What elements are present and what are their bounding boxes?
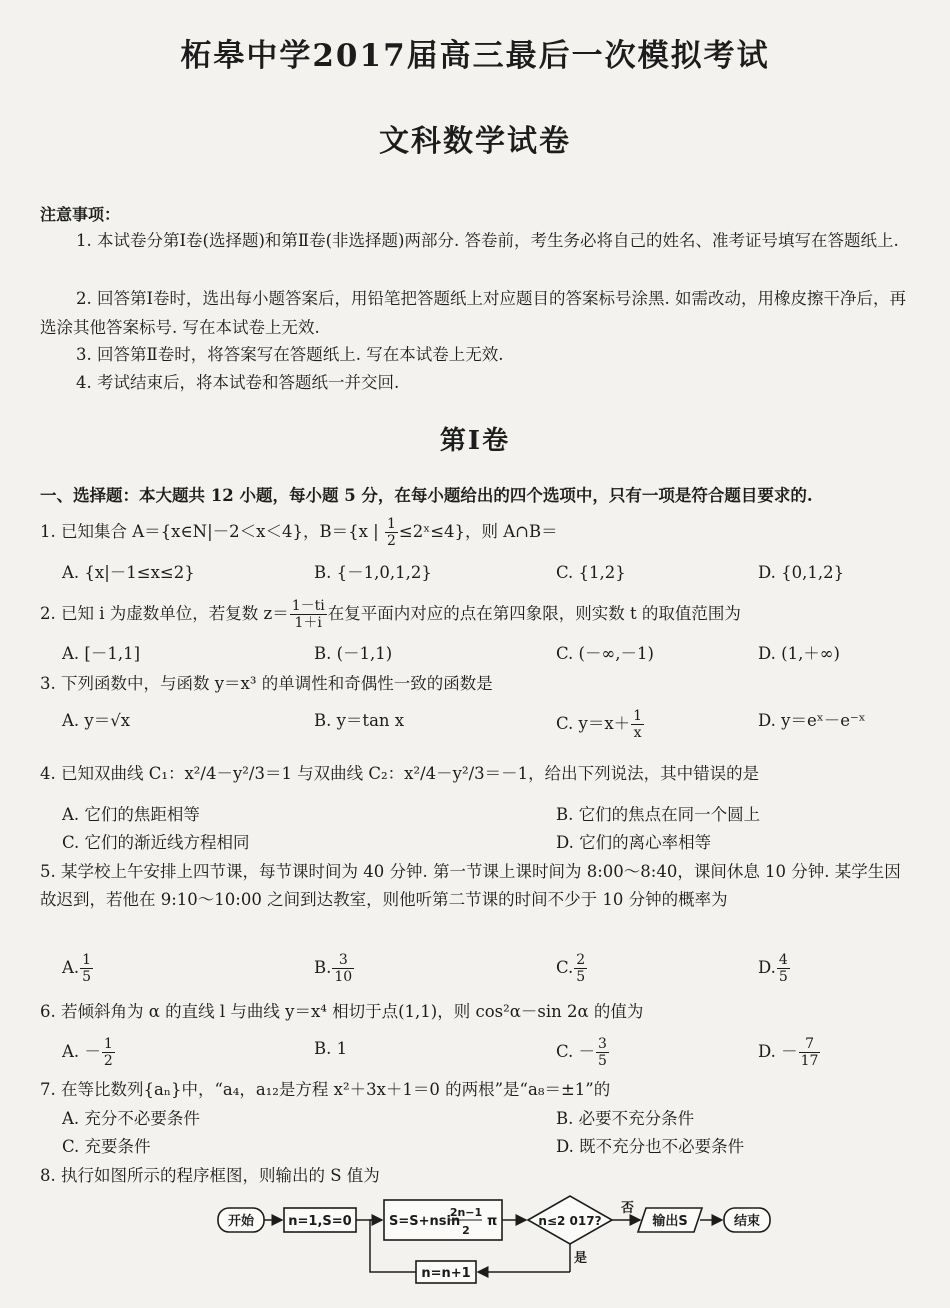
q2-option-a: A. [－1,1] xyxy=(62,644,141,663)
question-4: 4. 已知双曲线 C₁：x²/4－y²/3＝1 与双曲线 C₂：x²/4－y²/3＝－1，给出下列说法，其中错误的是 xyxy=(40,764,760,783)
q6-option-d: D. － $\frac{7}{17}$ xyxy=(758,1036,819,1069)
question-1 xyxy=(40,516,920,549)
q3-option-d: D. y＝eˣ－e⁻ˣ xyxy=(758,711,866,730)
question-6: 6. 若倾斜角为 α 的直线 l 与曲线 y＝x⁴ 相切于点(1,1)，则 cos²α－sin 2α 的值为 xyxy=(40,1002,644,1021)
q5-option-a: A. $\frac{1}{5}$ xyxy=(62,952,92,985)
notes-heading: 注意事项： xyxy=(40,205,121,224)
note-item-1: 1. 本试卷分第Ⅰ卷(选择题)和第Ⅱ卷(非选择题)两部分. 答卷前，考生务必将自己的姓名、准考证号填写在答题纸上. xyxy=(76,231,899,250)
flow-yes-label: 是 xyxy=(574,1251,588,1266)
question-stem-tail: ≤2ˣ≤4}，则 A∩B＝ xyxy=(398,522,558,541)
q1-option-b: B. {－1,0,1,2} xyxy=(314,563,432,582)
q6-option-c: C. － $\frac{3}{5}$ xyxy=(556,1036,607,1069)
question-stem-tail: 在复平面内对应的点在第四象限，则实数 t 的取值范围为 xyxy=(327,604,741,623)
flow-no-label: 否 xyxy=(621,1201,635,1216)
q6-option-a: A. － $\frac{1}{2}$ xyxy=(62,1036,113,1069)
question-5: 5. 某学校上午安排上四节课，每节课时间为 40 分钟. 第一节课上课时间为 8:00～8:40，课间休息 10 分钟. 某学生因故迟到，若他在 9:10～10:00 之间到达教室，则他听第二节课的时间不少于 10 分钟的概率为 xyxy=(40,862,901,909)
q1-option-c: C. {1,2} xyxy=(556,563,626,582)
fraction: $\frac{1-ti}{1+i}$ xyxy=(291,598,325,631)
q7-option-b: B. 必要不充分条件 xyxy=(556,1109,695,1128)
flow-condition-label: n≤2 017? xyxy=(538,1214,602,1228)
q4-option-c: C. 它们的渐近线方程相同 xyxy=(62,833,250,852)
q1-option-d: D. {0,1,2} xyxy=(758,563,845,582)
flow-output-label: 输出S xyxy=(652,1214,688,1229)
question-3: 3. 下列函数中，与函数 y＝x³ 的单调性和奇偶性一致的函数是 xyxy=(40,674,493,693)
q4-option-a: A. 它们的焦距相等 xyxy=(62,805,200,824)
q4-option-b: B. 它们的焦点在同一个圆上 xyxy=(556,805,761,824)
q7-option-d: D. 既不充分也不必要条件 xyxy=(556,1137,745,1156)
section-title: 一、选择题：本大题共 12 小题，每小题 5 分，在每小题给出的四个选项中，只有一项是符合题目要求的. xyxy=(40,486,813,505)
exam-title: 柘皋中学2017届高三最后一次模拟考试 xyxy=(180,38,770,74)
q2-option-d: D. (1,＋∞) xyxy=(758,644,840,663)
q5-option-c: C. $\frac{2}{5}$ xyxy=(556,952,586,985)
question-stem: 2. 已知 i 为虚数单位，若复数 z＝ xyxy=(40,604,289,623)
question-stem: 1. 已知集合 A＝{x∈N|－2＜x＜4}，B＝{x | xyxy=(40,522,384,541)
q7-option-a: A. 充分不必要条件 xyxy=(62,1109,200,1128)
q3-option-c: C. y＝x＋ $\frac{1}{x}$ xyxy=(556,708,643,741)
q5-option-b: B. $\frac{3}{10}$ xyxy=(314,952,353,985)
q2-option-b: B. (－1,1) xyxy=(314,644,393,663)
question-7: 7. 在等比数列{aₙ}中，“a₄，a₁₂是方程 x²＋3x＋1＝0 的两根”是“a₈＝±1”的 xyxy=(40,1080,611,1099)
flowchart xyxy=(0,1190,950,1300)
flow-start-label: 开始 xyxy=(227,1214,255,1229)
volume-title: 第Ⅰ卷 xyxy=(439,426,511,456)
q6-option-b: B. 1 xyxy=(314,1039,348,1058)
q3-option-b: B. y＝tan x xyxy=(314,711,405,730)
q2-option-c: C. (－∞,－1) xyxy=(556,644,654,663)
question-8: 8. 执行如图所示的程序框图，则输出的 S 值为 xyxy=(40,1166,380,1185)
flow-end-label: 结束 xyxy=(733,1214,761,1229)
fraction: $\frac{1}{2}$ xyxy=(386,516,396,549)
flow-assign-frac-den: 2 xyxy=(462,1224,470,1237)
note-item-4: 4. 考试结束后，将本试卷和答题纸一并交回. xyxy=(76,373,400,392)
q1-option-a: A. {x|－1≤x≤2} xyxy=(62,563,195,582)
flow-assign-frac-num: 2n−1 xyxy=(449,1206,483,1219)
flow-assign-tail: π xyxy=(487,1214,498,1229)
exam-subtitle: 文科数学试卷 xyxy=(379,124,571,159)
flow-init-label: n=1,S=0 xyxy=(288,1214,352,1229)
q5-option-d: D. $\frac{4}{5}$ xyxy=(758,952,788,985)
flow-increment-label: n=n+1 xyxy=(421,1266,471,1281)
q7-option-c: C. 充要条件 xyxy=(62,1137,151,1156)
question-2 xyxy=(40,598,920,631)
note-item-2: 2. 回答第Ⅰ卷时，选出每小题答案后，用铅笔把答题纸上对应题目的答案标号涂黑. 如需改动，用橡皮擦干净后，再选涂其他答案标号. 写在本试卷上无效. xyxy=(40,289,906,337)
q4-option-d: D. 它们的离心率相等 xyxy=(556,833,712,852)
note-item-3: 3. 回答第Ⅱ卷时，将答案写在答题纸上. 写在本试卷上无效. xyxy=(76,345,504,364)
flow-assign-label: S=S+nsin xyxy=(389,1214,461,1229)
q3-option-a: A. y＝√x xyxy=(62,711,131,730)
